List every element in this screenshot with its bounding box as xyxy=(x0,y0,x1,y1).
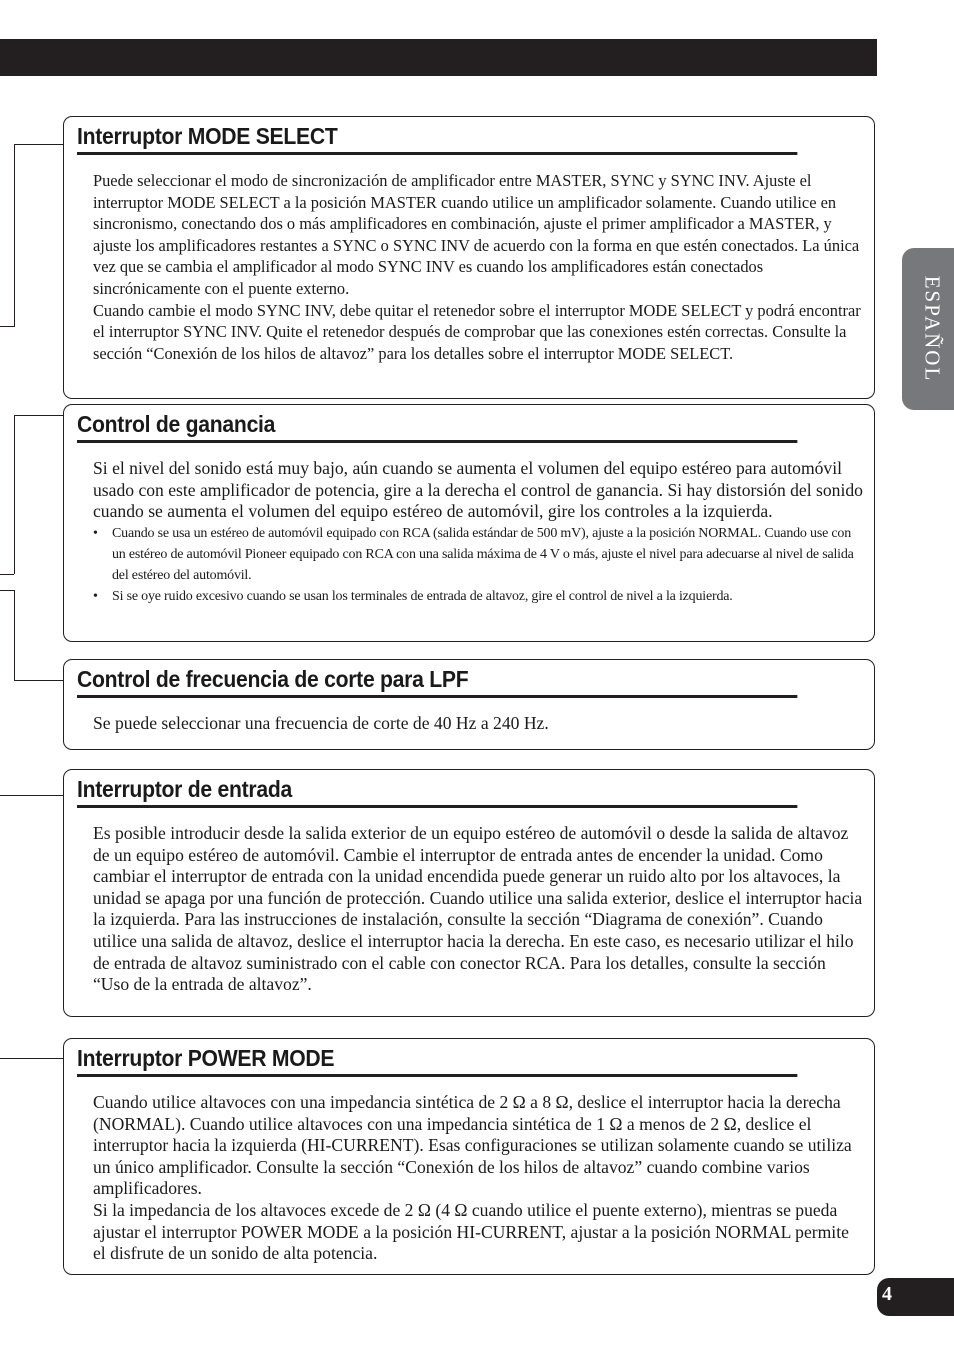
callout-line-mode-select xyxy=(0,144,15,327)
section-title: Control de frecuencia de corte para LPF xyxy=(77,664,797,698)
language-tab-label: ESPAÑOL xyxy=(920,275,945,383)
paragraph: Se puede seleccionar una frecuencia de corte de 40 Hz a 240 Hz. xyxy=(93,713,549,733)
section-mode-select xyxy=(63,116,875,399)
callout-line-power-mode xyxy=(0,1058,63,1059)
callout-line-lpf-top xyxy=(0,590,14,591)
section-input-switch xyxy=(63,769,875,1017)
callout-line-lpf-vert xyxy=(14,590,15,680)
language-tab xyxy=(902,248,954,410)
callout-line-gain xyxy=(14,415,63,416)
section-title: Interruptor MODE SELECT xyxy=(77,121,797,155)
section-title: Interruptor POWER MODE xyxy=(77,1043,797,1077)
callout-line-gain-vert xyxy=(14,415,15,574)
section-lpf-cutoff xyxy=(63,659,875,750)
bullet-item xyxy=(93,523,864,586)
section-power-mode xyxy=(63,1038,875,1275)
paragraph: Es posible introducir desde la salida exterior de un equipo estéreo de automóvil o desde la salida de altavoz de un equipo estéreo de automóvil. Cambie el interruptor de entrada antes de encender la unidad. Como cambiar el interruptor de entrada con la unidad encendida puede generar un ruido alto por los altavoces, la unidad se apaga por una función de protección. Cuando utilice una salida exterior, deslice el interruptor hacia la izquierda. Para las instrucciones de instalación, consulte la sección “Diagrama de conexión”. Cuando utilice una salida de altavoz, deslice el interruptor hacia la derecha. En este caso, es necesario utilizar el hilo de entrada de altavoz suministrado con el cable con conector RCA. Para los detalles, consulte la sección “Uso de la entrada de altavoz”. xyxy=(93,823,863,995)
callout-line-mode-select-vert xyxy=(14,144,15,326)
bullet-text: Si se oye ruido excesivo cuando se usan los terminales de entrada de altavoz, gire el control de nivel a la izquierda. xyxy=(112,588,733,604)
callout-line-input xyxy=(0,795,63,796)
section-body xyxy=(93,170,864,364)
section-body xyxy=(93,713,864,735)
callout-line-mode-select-top xyxy=(14,144,63,145)
section-body xyxy=(93,823,864,996)
section-gain-control xyxy=(63,404,875,642)
callout-line-lpf xyxy=(14,680,63,681)
paragraph: Cuando utilice altavoces con una impedancia sintética de 2 Ω a 8 Ω, deslice el interruptor hacia la derecha (NORMAL). Cuando utilice altavoces con una impedancia sintética de 1 Ω a menos de 2 Ω, deslice el interruptor hacia la izquierda (HI-CURRENT). Esas configuraciones se utilizan solamente cuando se utiliza un único amplificador. Consulte la sección “Conexión de los hilos de altavoz” cuando combine varios amplificadores. xyxy=(93,1092,852,1199)
callout-line-gain-bottom xyxy=(0,574,14,575)
bullet-marker: • xyxy=(93,588,98,604)
bullet-item xyxy=(93,586,864,607)
bullet-marker: • xyxy=(93,525,98,541)
paragraph: Si el nivel del sonido está muy bajo, aún cuando se aumenta el volumen del equipo estéreo para automóvil usado con este amplificador de potencia, gire a la derecha el control de ganancia. Si hay distorsión del sonido cuando se aumenta el volumen del equipo estéreo de automóvil, gire los controles a la izquierda. xyxy=(93,458,863,522)
page-number: 4 xyxy=(882,1283,892,1305)
section-body xyxy=(93,1092,864,1265)
bullet-text: Cuando se usa un estéreo de automóvil equipado con RCA (salida estándar de 500 mV), ajuste a la posición NORMAL. Cuando use con un estéreo de automóvil Pioneer equipado con RCA con una salida máxima de 4 V o más, ajuste el nivel para adecuarse al nivel de salida del estéreo del automóvil. xyxy=(112,525,854,583)
page-number-tab xyxy=(877,1278,954,1316)
section-title: Interruptor de entrada xyxy=(77,774,797,808)
section-title: Control de ganancia xyxy=(77,409,797,443)
paragraph: Si la impedancia de los altavoces excede de 2 Ω (4 Ω cuando utilice el puente externo), mientras se pueda ajustar el interruptor POWER MODE a la posición HI-CURRENT, ajustar a la posición NORMAL permite el disfrute de un sonido de alta potencia. xyxy=(93,1199,849,1264)
section-body xyxy=(93,458,864,607)
paragraph: Puede seleccionar el modo de sincronización de amplificador entre MASTER, SYNC y SYNC INV. Ajuste el interruptor MODE SELECT a la posición MASTER cuando utilice un amplificador solamente. Cuando utilice en sincronismo, conectando dos o más amplificadores en combinación, ajuste el primer amplificador a MASTER, y ajuste los amplificadores restantes a SYNC o SYNC INV de acuerdo con la forma en que estén conectados. La única vez que se cambia el amplificador al modo SYNC INV es cuando los amplificadores están conectados sincrónicamente con el puente externo. xyxy=(93,171,860,298)
header-bar xyxy=(0,39,877,76)
paragraph: Cuando cambie el modo SYNC INV, debe quitar el retenedor sobre el interruptor MODE SELECT y podrá encontrar el interruptor SYNC INV. Quite el retenedor después de comprobar que las conexiones estén correctas. Consulte la sección “Conexión de los hilos de altavoz” para los detalles sobre el interruptor MODE SELECT. xyxy=(93,300,861,363)
